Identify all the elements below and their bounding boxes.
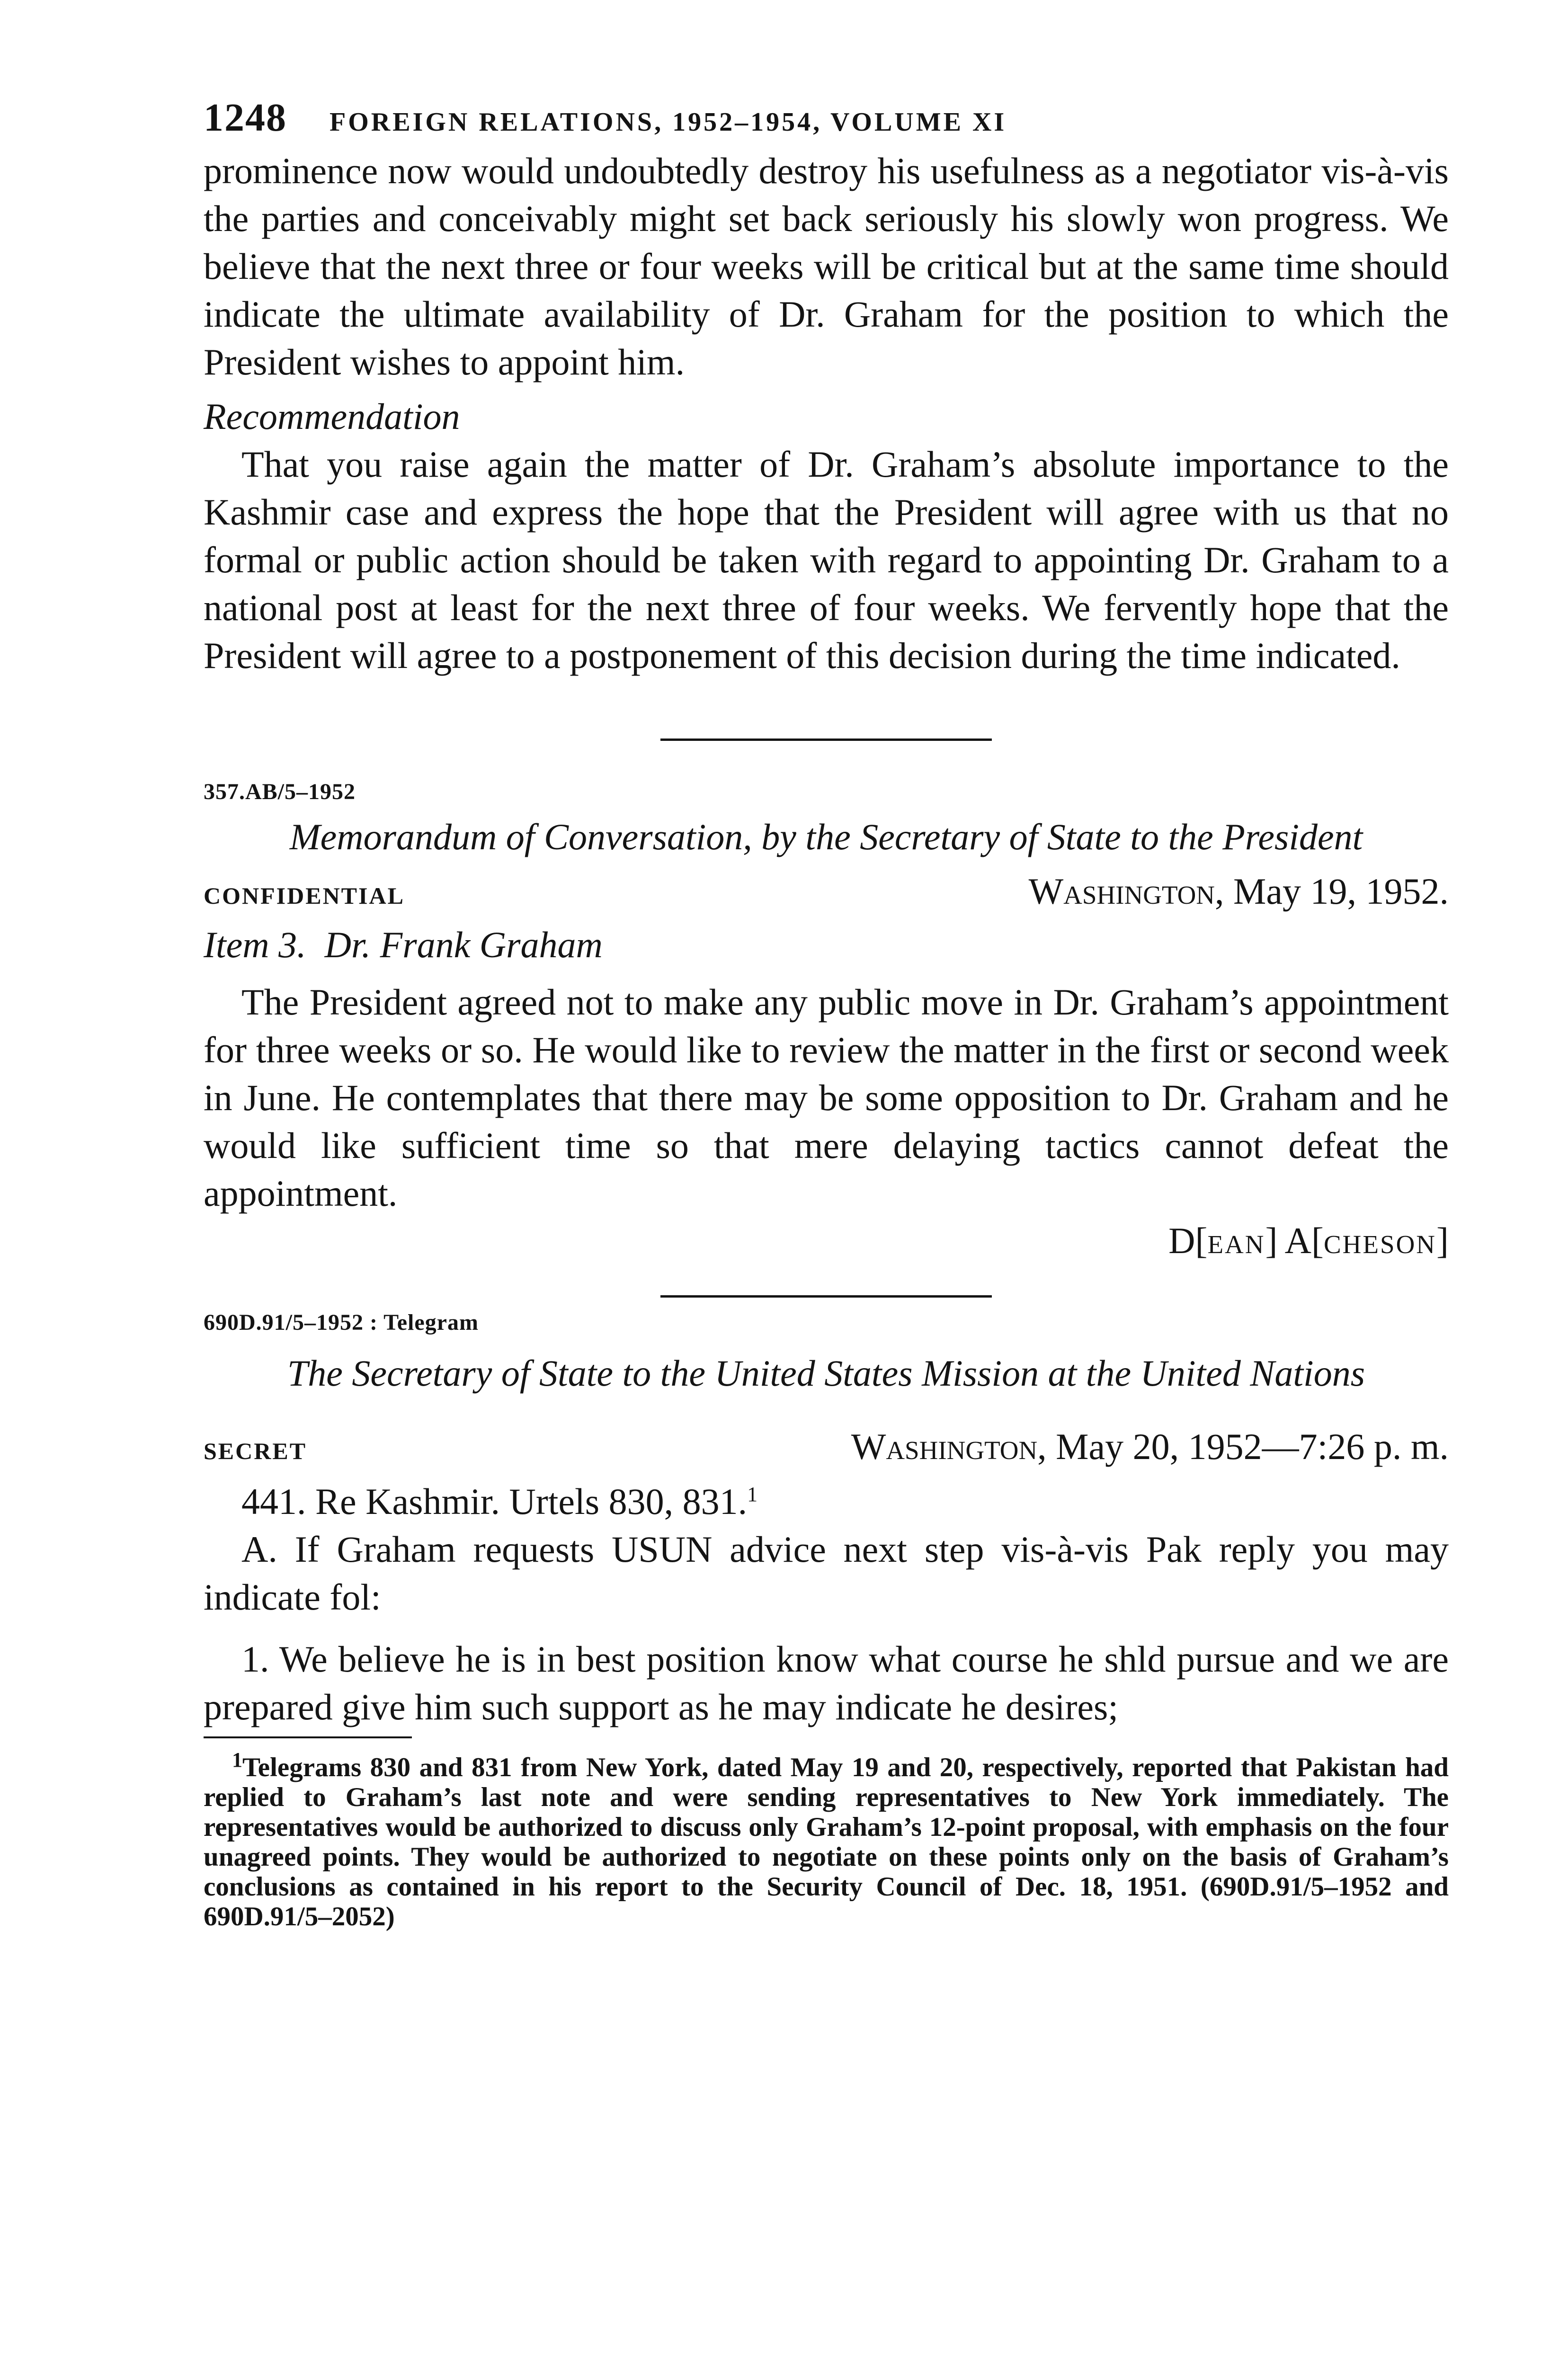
dateline xyxy=(204,870,1449,913)
recommendation-heading: Recommendation xyxy=(204,396,460,437)
paragraph-a: A. If Graham requests USUN advice next step vis-à-vis Pak reply you may indicate fol: xyxy=(204,1529,1449,1618)
telegram-number-paragraph xyxy=(204,1477,1449,1525)
signature: D[ean] A[cheson] xyxy=(1168,1220,1449,1261)
file-number: 357.AB/5–1952 xyxy=(204,779,356,804)
date: May 19, 1952. xyxy=(1233,871,1449,912)
footnote-reference: 1 xyxy=(747,1483,758,1506)
place-date xyxy=(851,1425,1449,1468)
document-page xyxy=(204,95,1449,1931)
recommendation-paragraph: That you raise again the matter of Dr. Graham’s absolute importance to the Kashmir case and express the hope that the President will agree with us that no formal or public action should be taken with regard to appointing Dr. Graham to a national post at least for the next three of four weeks. We fervently hope that the President will agree to a postponement of this decision during the time indicated. xyxy=(204,444,1449,676)
page-number: 1248 xyxy=(204,96,287,140)
signature-rest-a: cheson xyxy=(1323,1220,1437,1261)
file-number: 690D.91/5–1952 : Telegram xyxy=(204,1310,479,1335)
running-head xyxy=(204,95,1449,147)
signature-initial-a: A xyxy=(1284,1220,1311,1261)
place-date xyxy=(1029,870,1449,913)
series-title: FOREIGN RELATIONS, 1952–1954, VOLUME XI xyxy=(330,107,1007,137)
signature-initial-d: D xyxy=(1168,1220,1195,1261)
date: May 20, 1952—7:26 p. m. xyxy=(1056,1426,1449,1467)
item-subject: Dr. Frank Graham xyxy=(324,924,603,965)
footnote-text: Telegrams 830 and 831 from New York, dated May 19 and 20, respectively, reported that Pakistan had replied to Graham’s last note and were sending representatives to New York immediately. The representatives would be authorized to discuss only Graham’s 12-point proposal, with emphasis on the four unagreed points. They would be authorized to negotiate on these points only on the basis of Graham’s conclusions as contained in his report to the Security Council of Dec. 18, 1951. (690D.91/5–1952 and 690D.91/5–2052) xyxy=(204,1753,1449,1931)
memo-body: The President agreed not to make any public move in Dr. Graham’s appointment for three weeks or so. He would like to review the matter in the first or second week in June. He contemplates that there may be some opposition to Dr. Graham and he would like sufficient time so that mere delaying tactics cannot defeat the appointment. xyxy=(204,981,1449,1214)
paragraph-1: 1. We believe he is in best position know what course he shld pursue and we are prepared give him such support as he may indicate he desires; xyxy=(204,1638,1449,1727)
item-line xyxy=(204,921,1449,969)
place: Washington, xyxy=(1028,871,1224,912)
footnote-marker: 1 xyxy=(232,1748,242,1771)
continuation-paragraph: prominence now would undoubtedly destroy his usefulness as a negotiator vis-à-vis the parties and conceivably might set back seriously his slowly won progress. We believe that the next three or four weeks will be critical but at the same time should indicate the ultimate availability of Dr. Graham for the position to which the President wishes to appoint him. xyxy=(204,150,1449,383)
classification: CONFIDENTIAL xyxy=(204,882,405,909)
telegram-number-text: 441. Re Kashmir. Urtels 830, 831. xyxy=(241,1481,748,1522)
item-label: Item 3. xyxy=(204,924,306,965)
signature-rest-d: ean xyxy=(1207,1220,1265,1261)
document-title: The Secretary of State to the United States Mission at the United Nations xyxy=(287,1353,1365,1394)
classification: SECRET xyxy=(204,1438,307,1464)
footnote xyxy=(204,1748,1449,1931)
document-title: Memorandum of Conversation, by the Secretary of State to the President xyxy=(289,816,1363,857)
place: Washington, xyxy=(851,1426,1047,1467)
dateline xyxy=(204,1425,1449,1468)
